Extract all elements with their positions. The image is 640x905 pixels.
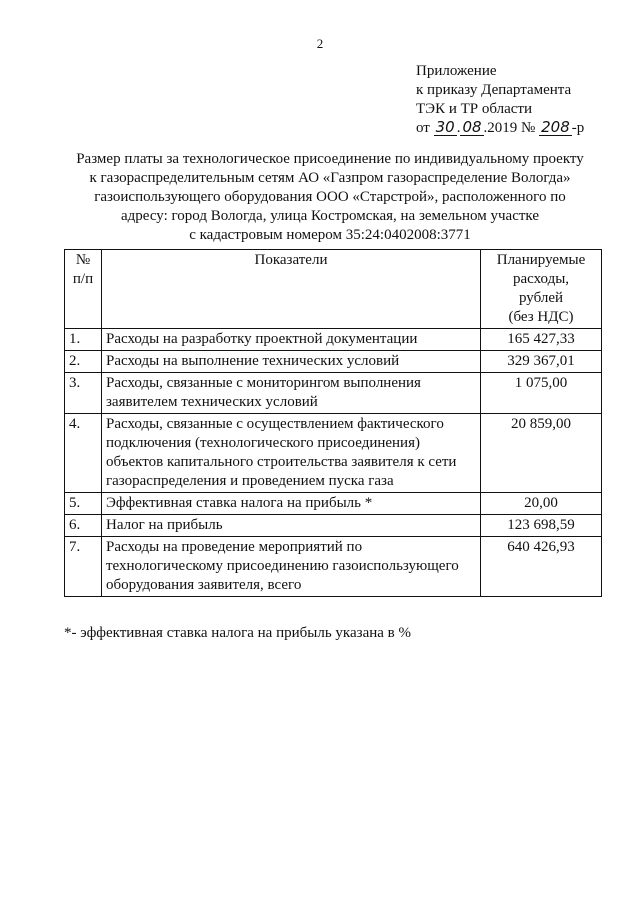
row-label: Расходы, связанные с мониторингом выполнения заявителем технических условий	[102, 373, 481, 414]
appendix-line-3: ТЭК и ТР области	[416, 101, 532, 117]
row-number: 6.	[65, 515, 102, 537]
row-value: 1 075,00	[481, 373, 602, 414]
header-value-line: рублей	[518, 290, 564, 306]
row-label: Расходы, связанные с осуществлением фактического подключения (технологического присоединения) объектов капитального строительства заявителя к сети газораспределения и проведением пуска газа	[102, 414, 481, 493]
table-row	[65, 329, 602, 351]
page-number: 2	[316, 36, 324, 51]
row-number: 4.	[65, 414, 102, 493]
appendix-block	[416, 62, 584, 138]
row-label: Эффективная ставка налога на прибыль *	[102, 493, 481, 515]
header-value-line: расходы,	[512, 271, 570, 287]
row-value: 20 859,00	[481, 414, 602, 493]
table-row	[65, 351, 602, 373]
title-line-2: к газораспределительным сетям АО «Газпром газораспределение Вологда»	[89, 170, 571, 186]
row-number: 7.	[65, 537, 102, 597]
row-label: Расходы на проведение мероприятий по технологическому присоединению газоиспользующего оборудования заявителя, всего	[102, 537, 481, 597]
date-year: .2019 №	[483, 120, 536, 136]
date-prefix: от	[416, 120, 430, 136]
table-header-row	[65, 250, 602, 329]
cost-table	[64, 249, 602, 597]
table-row	[65, 515, 602, 537]
header-number-line: п/п	[72, 271, 94, 287]
header-number	[65, 250, 102, 329]
appendix-date-line: от 30 . 08 .2019 № 208 -р	[416, 118, 585, 136]
row-label: Расходы на разработку проектной документации	[102, 329, 481, 351]
header-number-line: №	[75, 252, 91, 268]
row-label: Налог на прибыль	[102, 515, 481, 537]
header-value-line: Планируемые	[496, 252, 586, 268]
table-row	[65, 414, 602, 493]
handwritten-month: 08	[462, 118, 482, 136]
order-suffix: -р	[571, 120, 585, 136]
row-number: 2.	[65, 351, 102, 373]
row-number: 1.	[65, 329, 102, 351]
title-line-5: с кадастровым номером 35:24:0402008:3771	[189, 227, 471, 243]
table-row	[65, 537, 602, 597]
header-indicator: Показатели	[102, 250, 481, 329]
handwritten-order-number: 208	[541, 118, 570, 136]
table-row	[65, 493, 602, 515]
appendix-line-1: Приложение	[416, 63, 497, 79]
table-row	[65, 373, 602, 414]
row-number: 5.	[65, 493, 102, 515]
footnote: *- эффективная ставка налога на прибыль указана в %	[64, 625, 411, 641]
title-line-1: Размер платы за технологическое присоединение по индивидуальному проекту	[76, 151, 584, 167]
row-number: 3.	[65, 373, 102, 414]
title-line-3: газоиспользующего оборудования ООО «Старстрой», расположенного по	[94, 189, 566, 205]
header-value	[481, 250, 602, 329]
row-label: Расходы на выполнение технических условий	[102, 351, 481, 373]
document-title	[60, 150, 600, 245]
appendix-line-2: к приказу Департамента	[416, 82, 572, 98]
row-value: 123 698,59	[481, 515, 602, 537]
title-line-4: адресу: город Вологда, улица Костромская, на земельном участке	[121, 208, 539, 224]
row-value: 20,00	[481, 493, 602, 515]
row-value: 329 367,01	[481, 351, 602, 373]
handwritten-day: 30	[435, 118, 455, 136]
header-value-line: (без НДС)	[508, 309, 574, 325]
row-value: 640 426,93	[481, 537, 602, 597]
row-value: 165 427,33	[481, 329, 602, 351]
